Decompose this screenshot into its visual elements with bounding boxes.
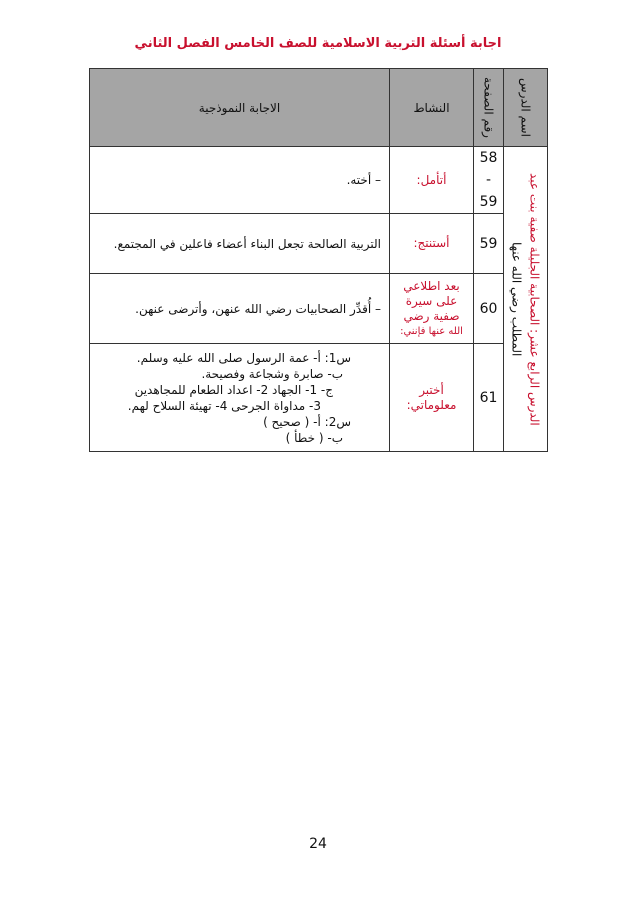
page-number-cell: 61 [474, 344, 504, 452]
table-row [90, 344, 548, 452]
table-row [90, 214, 548, 274]
answers-table [89, 68, 548, 452]
page-number-dash: - [485, 172, 492, 188]
header-lesson [504, 69, 548, 147]
lesson-name-line2: المطلب رضي الله عنها [509, 241, 524, 357]
activity-line: على سيرة [405, 293, 458, 308]
page-number-cell [474, 147, 504, 214]
answer-line: س1: أ- عمة الرسول صلى الله عليه وسلم. [136, 350, 351, 365]
activity-cell [390, 344, 474, 452]
header-page-label: رقم الصفحة [481, 77, 496, 138]
table-row [90, 147, 548, 214]
activity-line: أختبر [419, 382, 444, 397]
activity-cell: أتأمل: [390, 147, 474, 214]
answer-line: 3- مداواة الجرحى 4- تهيئة السلاح لهم. [127, 398, 321, 413]
answer-cell: – أخته. [90, 147, 390, 214]
page-number-cell: 60 [474, 274, 504, 344]
answer-cell [90, 344, 390, 452]
answer-cell [90, 274, 390, 344]
activity-line: معلوماتي: [406, 397, 457, 412]
header-lesson-label: اسم الدرس [518, 78, 533, 137]
activity-cell: أستنتج: [390, 214, 474, 274]
answer-text: التربية الصالحة تجعل البناء أعضاء فاعلين في المجتمع. [113, 236, 381, 251]
table-header-row [90, 69, 548, 147]
activity-line: بعد اطلاعي [403, 278, 460, 293]
lesson-name-cell [504, 147, 548, 452]
header-activity: النشاط [390, 69, 474, 147]
page-number-top: 58 [479, 150, 498, 166]
page-title: اجابة أسئلة التربية الاسلامية للصف الخامس الفصل الثاني [134, 36, 502, 51]
activity-cell [390, 274, 474, 344]
header-page [474, 69, 504, 147]
header-answer: الاجابة النموذجية [90, 69, 390, 147]
answer-line: ب- صابرة وشجاعة وفصيحة. [201, 366, 343, 381]
answer-line: س2: أ- ( صحيح ) [263, 414, 351, 429]
table-row [90, 274, 548, 344]
page-number: 24 [309, 836, 327, 852]
page-number-cell: 59 [474, 214, 504, 274]
answer-cell [90, 214, 390, 274]
activity-line: صفية رضي [403, 308, 460, 323]
answer-line: ج- 1- الجهاد 2- اعداد الطعام للمجاهدين [134, 382, 333, 397]
answer-line: ب- ( خطأ ) [285, 430, 343, 445]
answer-text: – أُقدِّر الصحابيات رضي الله عنهن، وأترضى عنهن. [135, 301, 381, 316]
lesson-name-line1: الدرس الرابع عشر: الصحابية الجليلة صفية بنت عبد [527, 172, 542, 426]
activity-line: الله عنها فإنني: [400, 325, 463, 337]
lesson-name [508, 173, 544, 426]
page-number-bottom: 59 [479, 194, 498, 210]
